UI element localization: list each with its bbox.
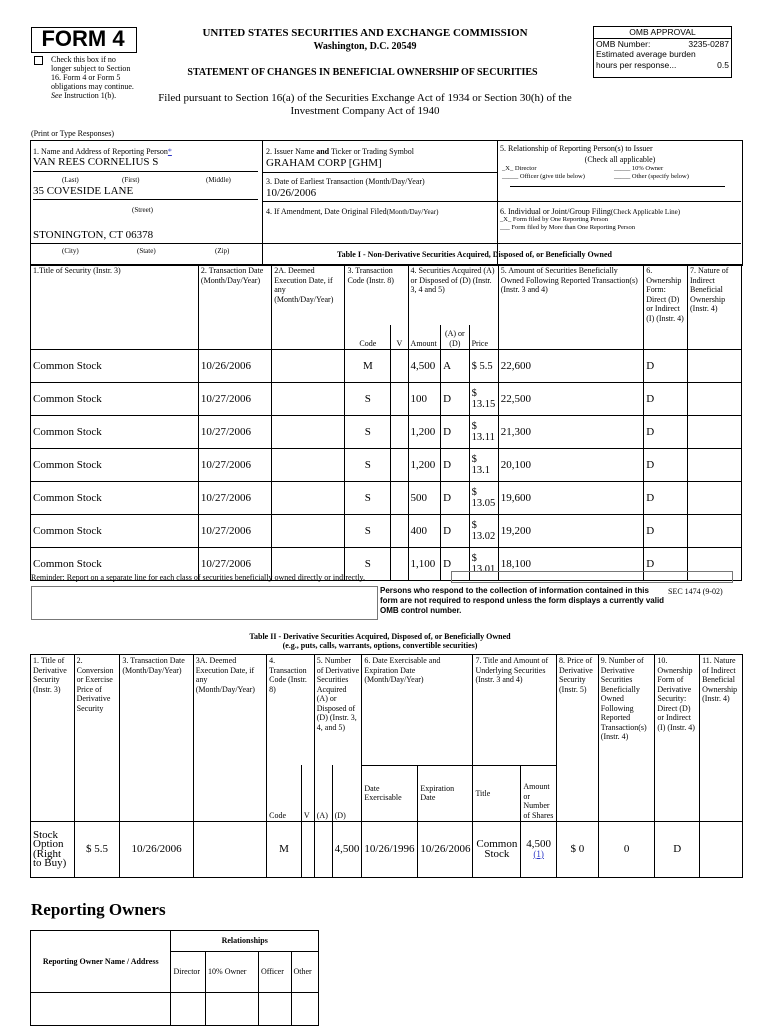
- city-label: (City): [62, 247, 79, 255]
- t2-h-deemed: 3A. Deemed Execution Date, if any (Month/Day/Year): [193, 655, 266, 822]
- t1-cell-date: 10/27/2006: [198, 515, 271, 548]
- t1-cell-date: 10/27/2006: [198, 416, 271, 449]
- t1-cell-ad: D: [441, 416, 469, 449]
- t1-h-amount: Amount: [408, 325, 441, 350]
- t2-h-title: 1. Title of Derivative Security (Instr. 3): [31, 655, 75, 822]
- t1-cell-owned: 19,200: [498, 515, 644, 548]
- t1-h-v: V: [391, 325, 408, 350]
- relationship-row1: [500, 165, 740, 173]
- ro-other-header: Other: [291, 952, 319, 993]
- name-underline: [33, 171, 258, 172]
- more-person-text: Form filed by More than One Reporting Person: [511, 224, 636, 231]
- t1-cell-amount: 1,200: [408, 416, 441, 449]
- middle-label: (Middle): [206, 176, 231, 184]
- t1-cell-owned: 22,500: [498, 383, 644, 416]
- zip-label: (Zip): [215, 247, 230, 255]
- table2-title: [130, 632, 630, 650]
- ro-name-address-header: Reporting Owner Name / Address: [31, 931, 171, 993]
- t2-cell-deemed: [193, 822, 266, 878]
- group-filing-label: [500, 207, 680, 216]
- t1-h-code-sub: Code: [345, 325, 391, 350]
- sec-number: SEC 1474 (9-02): [668, 587, 723, 596]
- t1-cell-title: Common Stock: [31, 416, 199, 449]
- t1-h-title: 1.Title of Security (Instr. 3): [31, 265, 199, 350]
- t1-h-price: Price: [469, 325, 498, 350]
- t1-cell-form: D: [644, 350, 688, 383]
- relationship-title-line: [510, 186, 725, 187]
- relationship-options: [500, 165, 740, 181]
- t1-cell-amount: 1,200: [408, 449, 441, 482]
- t2-h-amount-shares: Amount or Number of Shares: [521, 765, 557, 822]
- t1-cell-amount: 500: [408, 482, 441, 515]
- t2-h-a: (A): [314, 765, 332, 822]
- checkbox-instr: Instruction 1(b).: [64, 91, 117, 100]
- t1-h-code: 3. Transaction Code (Instr. 8): [345, 265, 408, 326]
- reporting-owners-heading: Reporting Owners: [31, 900, 166, 919]
- table-row: [31, 482, 742, 515]
- ro-empty-name: [31, 993, 171, 1026]
- omb-number-label: OMB Number:: [596, 38, 651, 49]
- ro-empty-row: [31, 993, 319, 1026]
- relationship-label: 5. Relationship of Reporting Person(s) to Issuer: [500, 144, 653, 153]
- reporting-person-asterisk-link[interactable]: *: [167, 147, 172, 156]
- table-row: [31, 515, 742, 548]
- t2-h-code: 4. Transaction Code (Instr. 8): [267, 655, 315, 766]
- t1-cell-form: D: [644, 416, 688, 449]
- commission-city: Washington, D.C. 20549: [313, 41, 417, 52]
- filed-pursuant-line2: Investment Company Act of 1940: [290, 105, 440, 117]
- t1-h-owned: 5. Amount of Securities Beneficially Owned Following Reported Transaction(s) (Instr. 3 and 4): [498, 265, 644, 350]
- earliest-transaction-label: 3. Date of Earliest Transaction (Month/Day/Year): [266, 177, 425, 186]
- t2-h-date: 3. Transaction Date (Month/Day/Year): [120, 655, 193, 822]
- t1-cell-price: $ 13.15: [469, 383, 498, 416]
- t2-cell-expiration: 10/26/2006: [418, 822, 473, 878]
- table-row: [31, 822, 743, 878]
- other-text: Other (specify below): [631, 173, 689, 180]
- t1-cell-nature: [688, 383, 742, 416]
- last-label: (Last): [62, 176, 79, 184]
- t2-cell-v: [301, 822, 314, 878]
- one-person-text: Form filed by One Reporting Person: [512, 216, 608, 223]
- other-option[interactable]: _____ Other (specify below): [614, 173, 689, 180]
- t1-cell-form: D: [644, 383, 688, 416]
- t1-cell-amount: 1,100: [408, 548, 441, 581]
- t1-h-nature: 7. Nature of Indirect Beneficial Ownership (Instr. 4): [688, 265, 742, 350]
- t1-cell-owned: 22,600: [498, 350, 644, 383]
- t2-h-conversion: 2. Conversion or Exercise Price of Derivative Security: [74, 655, 120, 822]
- t1-cell-owned: 19,600: [498, 482, 644, 515]
- first-label: (First): [122, 176, 140, 184]
- one-person-option[interactable]: [500, 216, 635, 224]
- t2-h-nature: 11. Nature of Indirect Beneficial Ownership (Instr. 4): [700, 655, 743, 822]
- street-underline: [33, 199, 258, 200]
- t1-cell-nature: [688, 350, 742, 383]
- filed-pursuant: [145, 92, 585, 118]
- t2-cell-exercisable: 10/26/1996: [362, 822, 418, 878]
- omb-hours: 0.5: [717, 59, 729, 70]
- t1-cell-price: $ 13.1: [469, 449, 498, 482]
- table2-title-line2: (e.g., puts, calls, warrants, options, convertible securities): [282, 641, 478, 650]
- group-filing-label-small: (Check Applicable Line): [610, 208, 681, 216]
- street-label: (Street): [132, 206, 153, 214]
- t1-cell-owned: 21,300: [498, 416, 644, 449]
- ro-empty-officer: [258, 993, 291, 1026]
- t2-h-exercisable: Date Exercisable: [362, 765, 418, 822]
- table2-title-line1: Table II - Derivative Securities Acquired, Disposed of, or Beneficially Owned: [249, 632, 511, 641]
- omb-number-row: [594, 39, 731, 50]
- group-filing-options: [500, 216, 635, 232]
- t2-h-v: V: [301, 765, 314, 822]
- t1-cell-code: S: [345, 548, 391, 581]
- earliest-transaction-date: 10/26/2006: [266, 187, 317, 199]
- t1-cell-title: Common Stock: [31, 515, 199, 548]
- issuer-label-post: Ticker or Trading Symbol: [329, 147, 415, 156]
- relationship-row2: [500, 173, 740, 181]
- reminder-input-box[interactable]: [451, 571, 733, 583]
- commission-name: UNITED STATES SECURITIES AND EXCHANGE COMMISSION: [202, 27, 528, 39]
- t1-cell-date: 10/27/2006: [198, 548, 271, 581]
- table-row: [31, 383, 742, 416]
- t1-cell-title: Common Stock: [31, 449, 199, 482]
- ten-pct-option[interactable]: _____ 10% Owner: [614, 165, 664, 172]
- t1-h-aord: (A) or (D): [441, 325, 469, 350]
- director-text: Director: [514, 165, 537, 172]
- issuer-name: GRAHAM CORP [GHM]: [266, 157, 382, 169]
- omb-title: OMB APPROVAL: [594, 27, 731, 39]
- ro-header-row: [31, 931, 319, 952]
- t1-cell-nature: [688, 482, 742, 515]
- grid-vline2: [497, 140, 498, 264]
- table-row: [31, 350, 742, 383]
- t2-cell-form: D: [655, 822, 700, 878]
- amendment-label: [266, 207, 438, 216]
- t1-cell-date: 10/26/2006: [198, 350, 271, 383]
- t2-h-dates: 6. Date Exercisable and Expiration Date (Month/Day/Year): [362, 655, 473, 766]
- t2-cell-d: 4,500: [332, 822, 362, 878]
- t2-cell-title: Stock Option (Right to Buy): [31, 822, 75, 878]
- grid-hline3: [30, 243, 741, 244]
- t1-h-date: 2. Transaction Date (Month/Day/Year): [198, 265, 271, 350]
- t1-cell-form: D: [644, 548, 688, 581]
- one-person-mark: _X_: [500, 216, 512, 223]
- t2-cell-nature: [700, 822, 743, 878]
- ro-empty-director: [171, 993, 206, 1026]
- ro-director-header: Director: [171, 952, 206, 993]
- t1-cell-form: D: [644, 449, 688, 482]
- ro-relationships-header: Relationships: [171, 931, 319, 952]
- table-row: [31, 416, 742, 449]
- t2-cell-under-title: Common Stock: [473, 822, 521, 878]
- omb-number: 3235-0287: [688, 38, 729, 49]
- ro-empty-ten-pct: [206, 993, 259, 1026]
- reminder-text: Reminder: Report on a separate line for each class of securities beneficially owned directly or indirectly.: [31, 573, 366, 582]
- filed-pursuant-line1: Filed pursuant to Section 16(a) of the Securities Exchange Act of 1934 or Section 30(h) of the: [158, 92, 572, 104]
- t1-cell-amount: 100: [408, 383, 441, 416]
- t2-h-expiration: Expiration Date: [418, 765, 473, 822]
- t1-cell-ad: D: [441, 515, 469, 548]
- t1-cell-ad: D: [441, 449, 469, 482]
- ro-ten-pct-header: 10% Owner: [206, 952, 259, 993]
- city-state-zip: STONINGTON, CT 06378: [33, 229, 154, 241]
- grid-hline1: [262, 172, 498, 173]
- t2-h-owned: 9. Number of Derivative Securities Beneficially Owned Following Reported Transaction(s) (Instr. 4): [598, 655, 655, 822]
- street-address: 35 COVESIDE LANE: [33, 185, 134, 197]
- reporting-person-label-text: 1. Name and Address of Reporting Person: [33, 147, 168, 156]
- t1-cell-amount: 400: [408, 515, 441, 548]
- grid-hline2: [262, 201, 741, 202]
- t1-cell-form: D: [644, 515, 688, 548]
- t1-cell-price: $ 13.02: [469, 515, 498, 548]
- t1-cell-price: $ 13.01: [469, 548, 498, 581]
- checkbox-text: [51, 55, 137, 100]
- t1-cell-date: 10/27/2006: [198, 482, 271, 515]
- amendment-label-text: 4. If Amendment, Date Original Filed: [266, 207, 387, 216]
- print-type: (Print or Type Responses): [31, 129, 115, 138]
- table1-title: Table I - Non-Derivative Securities Acquired, Disposed of, or Beneficially Owned: [337, 250, 612, 259]
- t2-cell-a: [314, 822, 332, 878]
- omb-hours-label: hours per response...: [596, 59, 677, 70]
- t1-cell-ad: D: [441, 482, 469, 515]
- t1-cell-v: [391, 350, 408, 383]
- table1-header-row: [31, 265, 742, 326]
- officer-text: Officer (give title below): [519, 173, 585, 180]
- t1-h-deemed: 2A. Deemed Execution Date, if any (Month/Day/Year): [272, 265, 345, 350]
- t2-h-code-sub: Code: [267, 765, 302, 822]
- director-mark: _X_: [502, 165, 514, 172]
- t2-h-form: 10. Ownership Form of Derivative Security: Direct (D) or Indirect (I) (Instr. 4): [655, 655, 700, 822]
- checkbox-see: See: [51, 91, 63, 100]
- t2-cell-owned: 0: [598, 822, 655, 878]
- t1-cell-title: Common Stock: [31, 548, 199, 581]
- t1-cell-price: $ 13.05: [469, 482, 498, 515]
- state-label: (State): [137, 247, 156, 255]
- t2-cell-date: 10/26/2006: [120, 822, 193, 878]
- omb-hours-row: [594, 60, 731, 71]
- t1-cell-deemed: [272, 449, 345, 482]
- t2-cell-price: $ 0: [557, 822, 599, 878]
- t2-h-underlying: 7. Title and Amount of Underlying Securities (Instr. 3 and 4): [473, 655, 557, 766]
- t1-cell-v: [391, 482, 408, 515]
- t1-cell-date: 10/27/2006: [198, 383, 271, 416]
- t1-cell-form: D: [644, 482, 688, 515]
- t1-cell-code: S: [345, 482, 391, 515]
- t1-cell-ad: D: [441, 548, 469, 581]
- officer-option[interactable]: _____ Officer (give title below): [502, 173, 585, 180]
- t1-cell-price: $ 13.11: [469, 416, 498, 449]
- t1-cell-owned: 20,100: [498, 449, 644, 482]
- t1-cell-v: [391, 515, 408, 548]
- t1-cell-title: Common Stock: [31, 350, 199, 383]
- t1-cell-ad: D: [441, 383, 469, 416]
- table2: [30, 654, 743, 878]
- reporting-person-name: VAN REES CORNELIUS S: [33, 156, 159, 168]
- t1-cell-date: 10/27/2006: [198, 449, 271, 482]
- t1-cell-v: [391, 416, 408, 449]
- t1-cell-nature: [688, 449, 742, 482]
- t2-h-number: 5. Number of Derivative Securities Acquired (A) or Disposed of (D) (Instr. 3, 4, and 5): [314, 655, 362, 766]
- checkbox-text-main: Check this box if no longer subject to Section 16. Form 4 or Form 5 obligations may continue.: [51, 55, 134, 91]
- relationship-check-all: (Check all applicable): [584, 155, 656, 164]
- t1-cell-v: [391, 383, 408, 416]
- no-longer-subject-checkbox[interactable]: [34, 56, 43, 65]
- ro-officer-header: Officer: [258, 952, 291, 993]
- t2-under-amount-value: 4,500: [526, 838, 552, 851]
- director-option[interactable]: [502, 165, 536, 173]
- group-filing-label-text: 6. Individual or Joint/Group Filing: [500, 207, 611, 216]
- t2-h-under-title: Title: [473, 765, 521, 822]
- table1: [30, 264, 742, 581]
- t1-cell-title: Common Stock: [31, 482, 199, 515]
- issuer-label-and: and: [316, 147, 330, 156]
- t2-h-price: 8. Price of Derivative Security (Instr. 5): [557, 655, 599, 822]
- t2-h-d: (D): [332, 765, 362, 822]
- t2-cell-code: M: [267, 822, 302, 878]
- issuer-label-pre: 2. Issuer Name: [266, 147, 317, 156]
- t1-cell-price: $ 5.5: [469, 350, 498, 383]
- t1-cell-code: S: [345, 515, 391, 548]
- persons-notice: Persons who respond to the collection of information contained in this form are not required to respond unless the form displays a currently valid OMB control number.: [380, 586, 665, 615]
- table-row: [31, 449, 742, 482]
- t2-cell-under-amount: [521, 822, 557, 878]
- t1-cell-v: [391, 449, 408, 482]
- persons-left-box: [31, 586, 378, 620]
- grid-vline1: [262, 140, 263, 264]
- t1-cell-deemed: [272, 515, 345, 548]
- t1-cell-nature: [688, 416, 742, 449]
- statement-title: STATEMENT OF CHANGES IN BENEFICIAL OWNERSHIP OF SECURITIES: [187, 67, 538, 78]
- t1-cell-amount: 4,500: [408, 350, 441, 383]
- t1-h-form: 6. Ownership Form: Direct (D) or Indirect (I) (Instr. 4): [644, 265, 688, 350]
- reporting-owners-table: [30, 930, 319, 1026]
- omb-burden: Estimated average burden: [596, 49, 696, 59]
- form-title: FORM 4: [41, 26, 125, 51]
- t1-cell-v: [391, 548, 408, 581]
- t1-cell-deemed: [272, 350, 345, 383]
- ro-empty-other: [291, 993, 319, 1026]
- reporting-person-label: [33, 147, 172, 156]
- t1-cell-deemed: [272, 482, 345, 515]
- t1-cell-title: Common Stock: [31, 383, 199, 416]
- amendment-label-small: (Month/Day/Year): [386, 208, 439, 216]
- ten-pct-text: 10% Owner: [631, 165, 664, 172]
- table2-header-row: [31, 655, 743, 766]
- t1-cell-code: S: [345, 416, 391, 449]
- issuer-label: [266, 147, 414, 156]
- t1-cell-deemed: [272, 416, 345, 449]
- footnote-1-link[interactable]: (1): [533, 848, 544, 859]
- t1-cell-deemed: [272, 383, 345, 416]
- t1-cell-nature: [688, 515, 742, 548]
- t1-cell-ad: A: [441, 350, 469, 383]
- t1-cell-code: M: [345, 350, 391, 383]
- t2-cell-conversion: $ 5.5: [74, 822, 120, 878]
- t1-cell-code: S: [345, 449, 391, 482]
- t1-cell-code: S: [345, 383, 391, 416]
- more-person-option[interactable]: ___ Form filed by More than One Reporting Person: [500, 224, 636, 231]
- t1-cell-owned: 18,100: [498, 548, 644, 581]
- t1-h-acquired: 4. Securities Acquired (A) or Disposed of (D) (Instr. 3, 4 and 5): [408, 265, 498, 326]
- omb-approval-box: [593, 26, 732, 78]
